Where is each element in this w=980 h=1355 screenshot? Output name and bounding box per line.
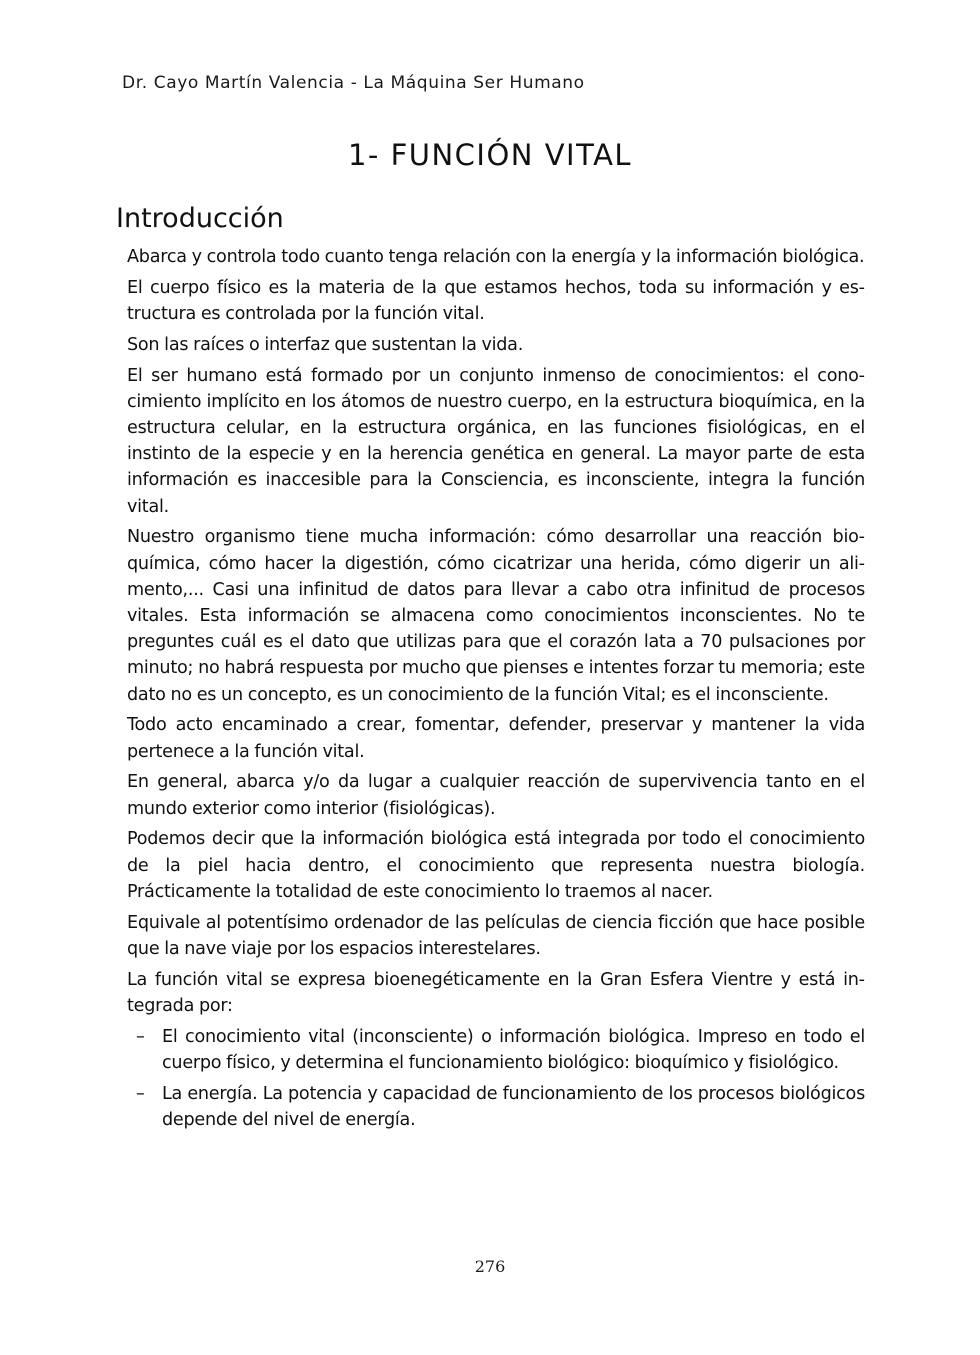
body-text [127, 244, 865, 1138]
paragraph: Podemos decir que la información biológica está integrada por todo el conocimiento de la piel hacia dentro, el conocimiento que representa nuestra biología. Prácticamente la totalidad de este conocimiento lo traemos al nacer. [127, 829, 865, 902]
page-number: 276 [474, 1257, 506, 1276]
paragraph: La función vital se expresa bioenegéticamente en la Gran Esfera Vientre y está integrada por: [127, 969, 865, 1016]
chapter-title: 1- FUNCIÓN VITAL [347, 138, 633, 172]
bullet-list [127, 1024, 865, 1133]
list-item [127, 1024, 865, 1076]
paragraph: El ser humano está formado por un conjunto inmenso de conocimientos: el conocimiento implícito en los átomos de nuestro cuerpo, en la estructura bioquímica, en la estructura celular, en la estructura orgánica, en las funciones fisiológicas, en el instinto de la especie y en la herencia genética en general. La mayor parte de esta información es inaccesible para la Consciencia, es inconsciente, integra la función vital. [127, 365, 865, 517]
list-dash: – [136, 1083, 145, 1104]
list-item-text: La energía. La potencia y capacidad de funcionamiento de los procesos biológicos depende del nivel de energía. [162, 1083, 865, 1130]
list-dash: – [136, 1026, 145, 1047]
paragraph: En general, abarca y/o da lugar a cualquier reacción de supervivencia tanto en el mundo exterior como interior (fisiológicas). [127, 772, 865, 819]
list-item-text: El conocimiento vital (inconsciente) o información biológica. Impreso en todo el cuerpo físico, y determina el funcionamiento biológico: bioquímico y fisiológico. [162, 1026, 865, 1073]
paragraph: Equivale al potentísimo ordenador de las películas de ciencia ficción que hace posible que la nave viaje por los espacios interestelares. [127, 912, 865, 959]
paragraph: Nuestro organismo tiene mucha información: cómo desarrollar una reacción bioquímica, cómo hacer la digestión, cómo cicatrizar una herida, cómo digerir un alimento,... Casi una infinitud de datos para llevar a cabo otra infinitud de procesos vitales. Esta información se almacena como conocimientos inconscientes. No te preguntes cuál es el dato que utilizas para que el corazón lata a 70 pulsaciones por minuto; no habrá respuesta por mucho que pienses e intentes forzar tu memoria; este dato no es un concepto, es un conocimiento de la función Vital; es el inconsciente. [127, 527, 865, 705]
paragraph: Son las raíces o interfaz que sustentan la vida. [127, 334, 524, 355]
running-header: Dr. Cayo Martín Valencia - La Máquina Ser Humano [122, 73, 585, 93]
paragraph: Abarca y controla todo cuanto tenga relación con la energía y la información biológica. [127, 247, 865, 267]
list-item [127, 1081, 865, 1133]
section-title: Introducción [116, 203, 284, 234]
paragraph: Todo acto encaminado a crear, fomentar, defender, preservar y mantener la vida pertenece a la función vital. [127, 715, 865, 762]
paragraph: El cuerpo físico es la materia de la que estamos hechos, toda su información y estructura es controlada por la función vital. [127, 277, 865, 324]
